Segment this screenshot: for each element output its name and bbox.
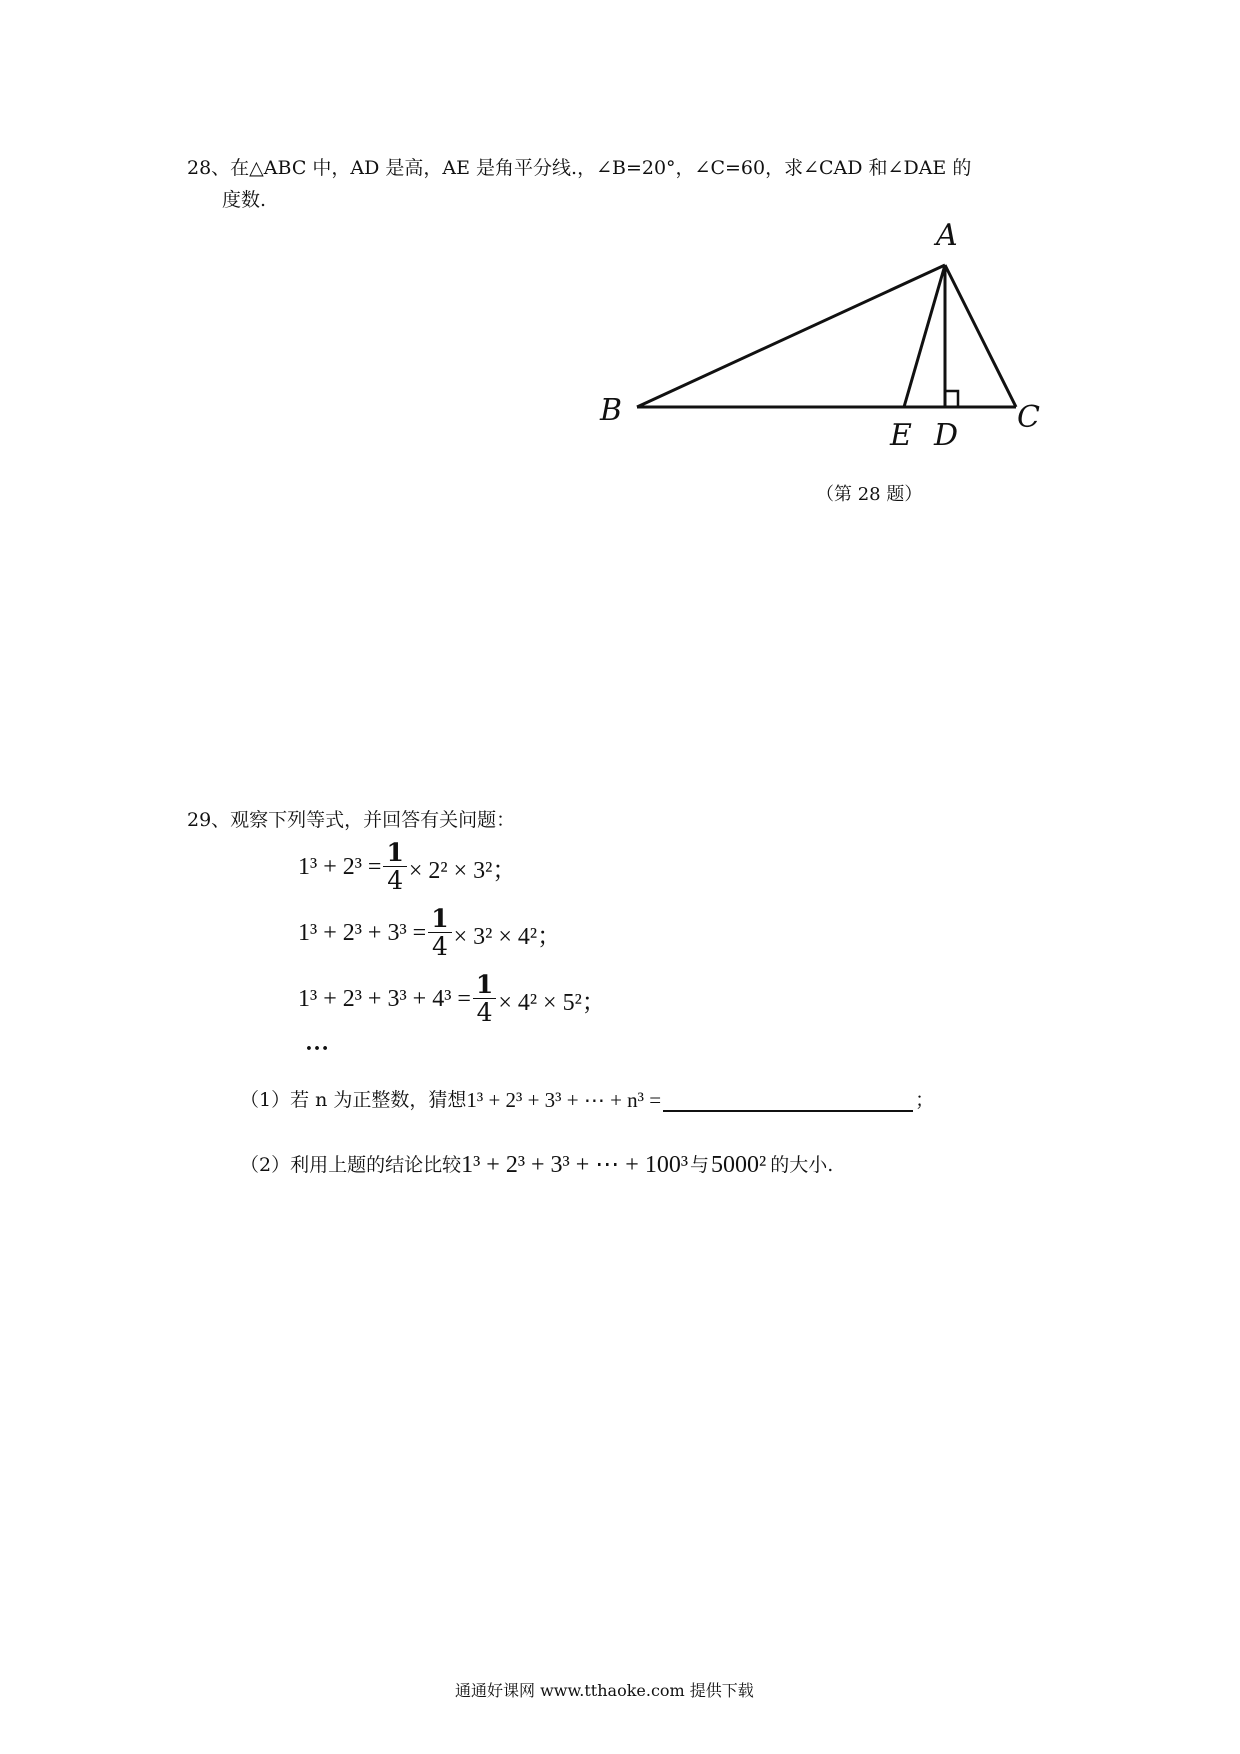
answer-blank[interactable] (663, 1088, 913, 1112)
footer-text: 通通好课网 www.tthaoke.com 提供下载 (455, 1681, 754, 1700)
fraction-one-quarter: $\frac{1}{4}$ (383, 840, 406, 895)
q28-line1: 28、在△ABC 中，AD 是高，AE 是角平分线.，∠B=20°，∠C=60，求∠CAD 和∠DAE 的 (187, 157, 972, 179)
label-e: E (890, 418, 912, 453)
ellipsis: … (305, 1030, 329, 1056)
right-angle-mark (945, 391, 958, 407)
equation-2: 1³ + 2³ + 3³ = $\frac{1}{4}$ × 3² × 4²； (298, 903, 562, 961)
label-a: A (936, 218, 958, 253)
q29-part2: （2）利用上题的结论比较 1³ + 2³ + 3³ + ⋯ + 100³ 与 5000² 的大小. (240, 1152, 834, 1178)
equation-3: 1³ + 2³ + 3³ + 4³ = $\frac{1}{4}$ × 4² × 5²； (298, 969, 606, 1027)
label-b: B (600, 393, 623, 428)
equation-1: 1³ + 2³ = $\frac{1}{4}$ × 2² × 3²； (298, 837, 517, 895)
fraction-one-quarter: $\frac{1}{4}$ (473, 972, 496, 1027)
triangle-figure (590, 220, 1060, 460)
segment-ac (945, 265, 1016, 407)
q29-part1: （1）若 n 为正整数，猜想 1³ + 2³ + 3³ + ⋯ + n³ = ； (240, 1088, 935, 1112)
label-c: C (1017, 400, 1040, 435)
segment-ae (904, 265, 945, 407)
segment-ab (637, 265, 945, 407)
q28-line2: 度数. (222, 189, 267, 211)
label-d: D (934, 418, 959, 453)
q29-intro: 29、观察下列等式，并回答有关问题： (187, 809, 516, 831)
fraction-one-quarter: $\frac{1}{4}$ (428, 906, 451, 961)
q28-caption: （第 28 题） (816, 484, 923, 505)
